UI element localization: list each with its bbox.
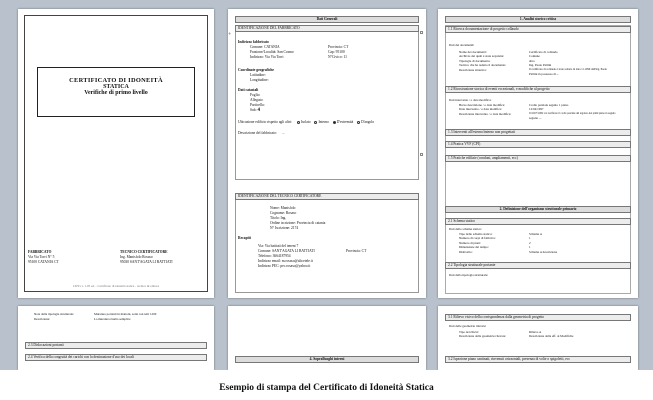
frazione-field: Frazione/Località: San Cosmo bbox=[250, 50, 294, 54]
ubic-option-estremita[interactable]: D'estremità bbox=[333, 120, 353, 124]
recapito-pec: Indirizzo PEC: pec.rosaso@yahoo.it bbox=[258, 264, 311, 268]
section-1-4: 1.4 Pratica VVF (CPI) bbox=[445, 141, 631, 148]
section-3-1: 3.1 Rilievo visivo della corrispondenza dalla geometria di progetto bbox=[445, 314, 631, 321]
titolo-field: Titolo: Ing. bbox=[270, 216, 287, 220]
dati-generali-header: Dati Generali bbox=[235, 16, 419, 23]
recapiti-block bbox=[238, 236, 419, 269]
p4-line1-label: Note della tipologia strutturale: bbox=[34, 312, 74, 316]
page-4-partial bbox=[18, 306, 214, 370]
figure-caption: Esempio di stampa del Certificato di Idoneità Statica bbox=[219, 383, 434, 393]
s11-content bbox=[449, 43, 631, 80]
tecnico-block bbox=[120, 250, 173, 265]
section-2-4: 2.4 Verifica della congruità dei carichi con la destinazione d'uso dei locali bbox=[25, 354, 207, 361]
analisi-header: 1. Analisi storico critica bbox=[445, 16, 631, 23]
ubicazione-label: Ubicazione edificio rispetto agli altri: bbox=[238, 120, 292, 124]
ubic-option-angolo[interactable]: D'angolo bbox=[357, 120, 374, 124]
page-5-partial bbox=[228, 306, 426, 370]
section-2-3: 2.3 Dislocazioni portanti bbox=[25, 342, 207, 349]
coordinate-block bbox=[238, 68, 419, 83]
indirizzo-field: Indirizzo: Via Via Torri bbox=[250, 55, 284, 59]
section-1-1: 1.1 Ricerca documentazione di progetto collaudo bbox=[445, 26, 631, 33]
scroll-up-icon[interactable] bbox=[420, 31, 423, 34]
ubic-option-interno[interactable]: Interno bbox=[314, 120, 328, 124]
recapito-via: Via: Via battiati del tenent 7 bbox=[258, 244, 299, 248]
cap-field: Cap: 95100 bbox=[328, 50, 345, 54]
s21-intro: Dati dello schema statico: bbox=[449, 227, 483, 231]
sopralluoghi-header: 4. Sopralluoghi interni bbox=[235, 356, 419, 363]
coordinate-label: Coordinate geografiche bbox=[238, 68, 275, 72]
title-box bbox=[37, 67, 195, 117]
page-footer: CDYs v. 1.05 ed. - Certificato di idoneità statica - tecnico & editore bbox=[72, 284, 160, 288]
tecnico-line-1: Ing. Manisfolo Rosaso bbox=[120, 255, 153, 259]
recapito-provincia: Provincia: CT bbox=[346, 249, 367, 253]
section-3-2: 3.2 Ispezione piano cantinati, rinvenuti orizzontali, presenza di volte o spigoletti, ecc bbox=[445, 356, 631, 363]
section-1-3: 1.3 Interventi all'esterno/interno non progettati bbox=[445, 129, 631, 136]
ubic-option-isolato[interactable]: Isolato bbox=[297, 120, 311, 124]
comune-field: Comune: CATANIA bbox=[250, 45, 280, 49]
longitudine-field: Longitudine: bbox=[250, 78, 269, 82]
catastali-label: Dati catastali bbox=[238, 88, 259, 92]
section-2-2: 2.2 Tipologia strutturale portante bbox=[445, 262, 631, 269]
recapiti-label: Recapiti bbox=[238, 236, 251, 240]
section-1-2: 1.2 Ricostruzione storica di eventi eccezionali, e modifiche al progetto bbox=[445, 86, 631, 93]
organismo-header: 2. Definizione dell'organismo strutturale primario bbox=[445, 206, 631, 213]
fabbricato-heading: FABBRICATO bbox=[28, 250, 52, 254]
section-1-5: 1.5 Pratiche edilizie (condoni, ampliamenti, ecc) bbox=[445, 155, 631, 162]
catastali-block bbox=[238, 88, 419, 113]
indirizzo-block bbox=[238, 40, 419, 60]
title-line-1: CERTIFICATO DI IDONEITÀ bbox=[69, 77, 163, 84]
recapito-comune: Comune: SANT'AGATA LI BATTIATI bbox=[258, 249, 315, 253]
page-analisi bbox=[438, 9, 638, 298]
tecnico-heading: TECNICO CERTIFICATORE bbox=[120, 250, 168, 254]
s22-intro: Dati della tipologia strutturale: bbox=[449, 273, 489, 277]
title-line-3: Verifiche di primo livello bbox=[84, 90, 148, 96]
particella-field: Particella: bbox=[250, 103, 265, 107]
ordine-field: Ordine iscrizione: Provincia di catania bbox=[270, 221, 326, 225]
p4-line1-value: Murature portanti in mattoni, solai con tetti 1200 bbox=[94, 312, 157, 316]
page-cover bbox=[18, 9, 214, 298]
indirizzo-label: Indirizzo fabbricato bbox=[238, 40, 269, 44]
latitudine-field: Latitudine: bbox=[250, 73, 266, 77]
fabbricato-line-2: 95100 CATANIA CT bbox=[28, 260, 59, 264]
s11-intro: Dati dei documenti: bbox=[449, 43, 475, 47]
sub-value: 4 bbox=[257, 108, 260, 113]
section-identificazione-fabbricato: IDENTIFICAZIONE DEL FABBRICATO bbox=[235, 25, 419, 32]
nome-field: Nome: Manisfolo bbox=[270, 206, 296, 210]
p4-line2-value: La muratura risulta semplice bbox=[94, 316, 131, 321]
ubicazione-row bbox=[238, 120, 419, 125]
s31-intro: Dati delle geometrie rilevate: bbox=[449, 324, 487, 328]
recapito-email: Indirizzo email: m.rosaso@alicetele.it bbox=[258, 259, 313, 263]
provincia-field: Provincia: CT bbox=[328, 45, 349, 49]
page-dati-generali bbox=[228, 9, 426, 298]
s11-table: Nome dei documenti: Certificato di collaudo Archivio dei quali è stata acquisita: Comune Tipologia di documento: altro Tecnico che ha redatto il documento: Ing. Paolo Pallini Descrizione sintetica: Il certificato di collaudo è stato redatto in data 11.1999 dall'ing. Paolo Pallini in possesso di ... bbox=[459, 49, 607, 76]
s21-content: Dati dello schema statico: Tipo dello schema statico: Schema A Numero di corpi di fabbrica: 1 Numero di piani: 2 Dimensione del tempo: 1 Dislivello: Schema A descrizione bbox=[449, 227, 631, 256]
fabbricato-line-1: Via Via Torri N° 5 bbox=[28, 255, 55, 259]
descrizione-value: ... bbox=[281, 131, 285, 135]
fabbricato-block bbox=[28, 250, 59, 265]
iscrizione-field: N° Iscrizione: 2174 bbox=[270, 226, 299, 230]
tecnico-line-2: 95030 SANT'AGATA LI BATTIATI bbox=[120, 260, 173, 264]
title-line-2: STATICA bbox=[103, 84, 129, 90]
descrizione-label: Descrizione del fabbricato: bbox=[238, 131, 277, 135]
s31-content: Dati delle geometrie rilevate: Tipo dei rilievi: Rilievo A Descrizione delle geometrie rilevate: Descrizione della eff. ai Modifiche bbox=[449, 324, 631, 339]
descrizione-row bbox=[238, 131, 419, 136]
allegato-field: Allegato: bbox=[250, 98, 264, 102]
civico-field: N°Civico: 11 bbox=[328, 55, 347, 59]
foglio-field: Foglio: bbox=[250, 93, 261, 97]
tecnico-info bbox=[270, 206, 419, 231]
section-2-1: 2.1 Schema statico bbox=[445, 218, 631, 225]
expand-icon[interactable]: + bbox=[228, 32, 232, 38]
scroll-down-icon[interactable] bbox=[420, 153, 423, 156]
recapito-telefono: Telefono: 3664187954 bbox=[258, 254, 291, 258]
page-6-partial bbox=[438, 306, 638, 370]
p4-line2-label: Descrizione: bbox=[34, 316, 51, 321]
section-identificazione-tecnico: IDENTIFICAZIONE DEL TECNICO CERTIFICATORE bbox=[235, 193, 419, 200]
sub-label: Sub: bbox=[250, 108, 257, 112]
cognome-field: Cognome: Rosaso bbox=[270, 211, 297, 215]
s12-content: Dati intervento / o data modifica: Breve descrizione / o data modifica: Crollo parziale seguito 1 piano Date intervento / o data modifica: 12/04/1997 Descrizione intervento / o data modifica: Il 16/07/1982 si è verificato il crollo parziale del tegolato dei primi piano in seguito seguito ... bbox=[449, 98, 616, 120]
p4-tipologia bbox=[34, 312, 207, 321]
